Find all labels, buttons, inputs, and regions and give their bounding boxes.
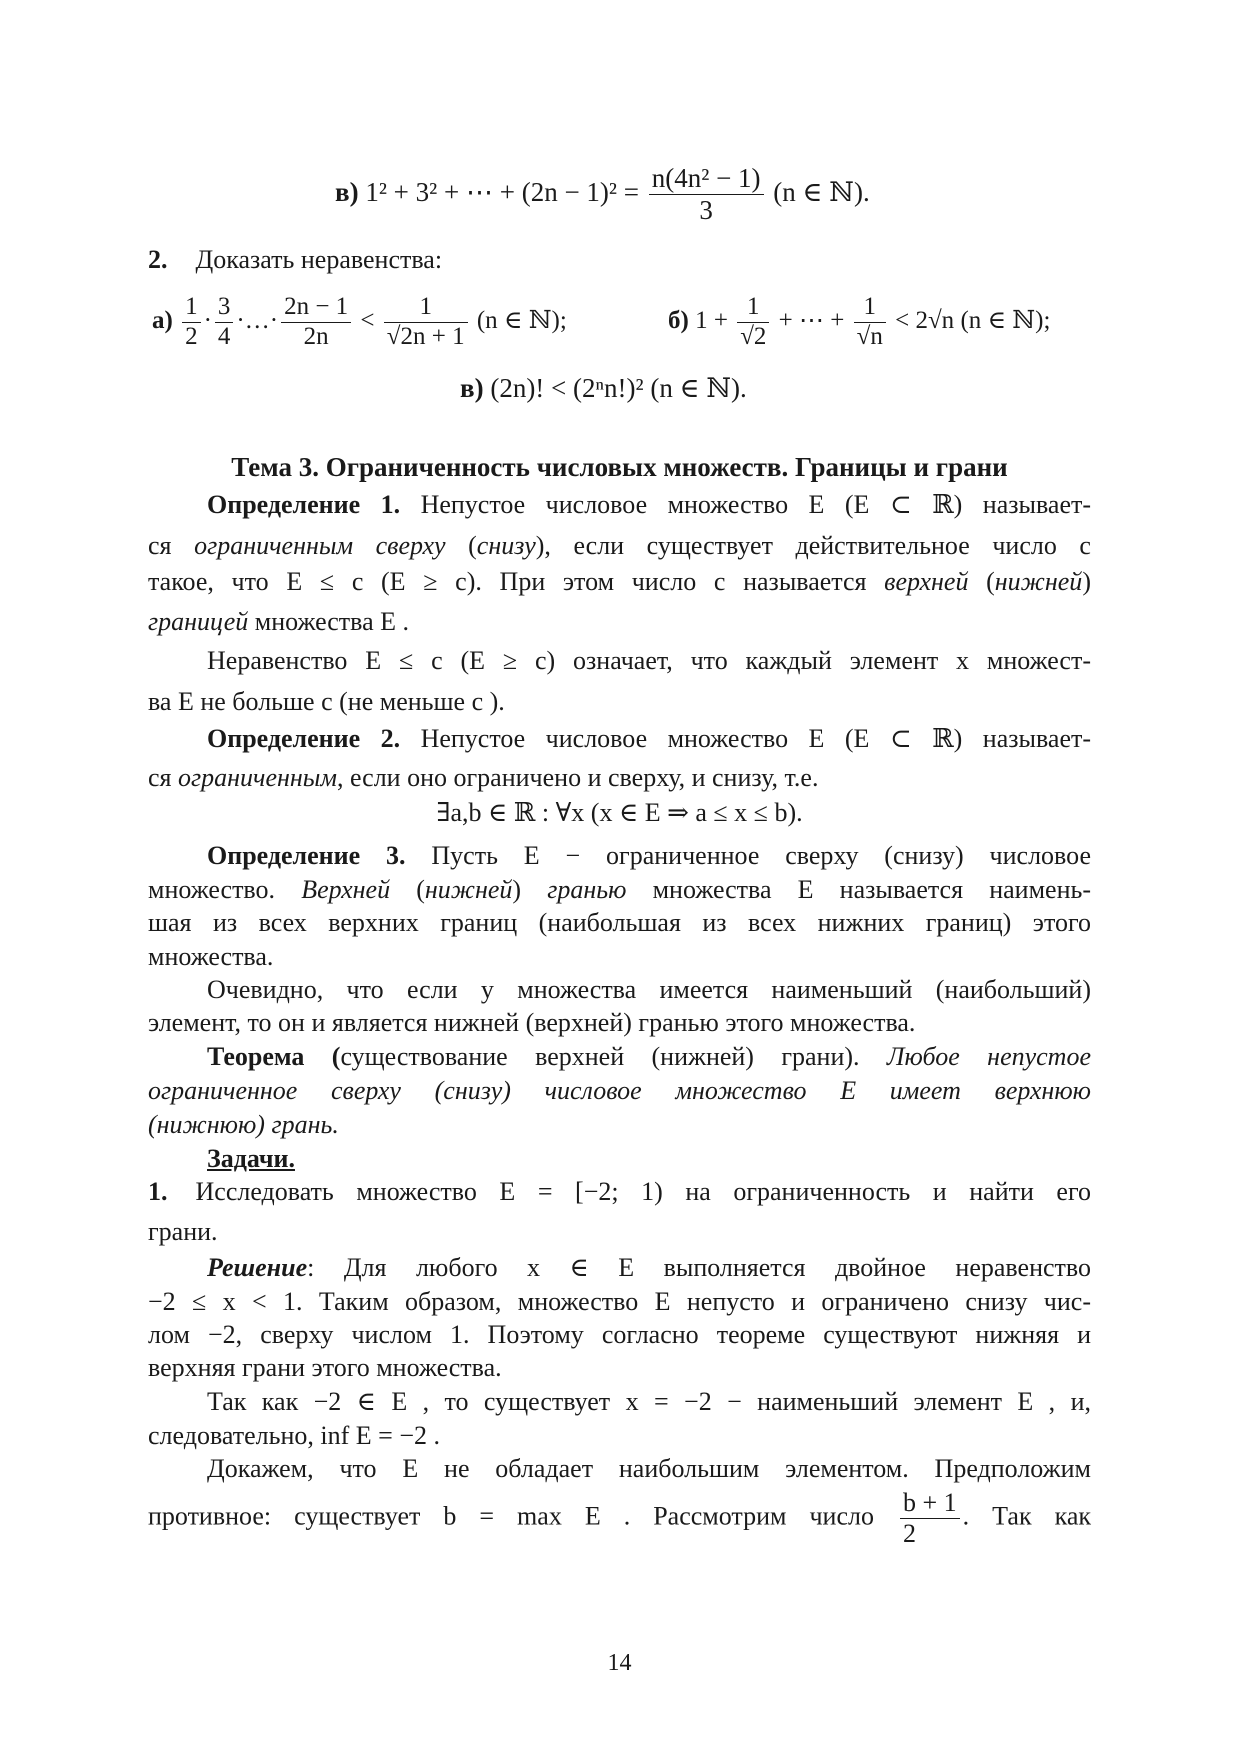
theorem-line2: ограниченное сверху (снизу) числовое множество E имеет верхнюю <box>148 1076 1091 1105</box>
inequality-condition: (n ∈ ℕ); <box>476 306 567 334</box>
fraction-numerator: n(4n² − 1) <box>649 163 764 195</box>
text-run: такое, что E ≤ c (E ≥ c). При этом число c называется <box>148 567 885 596</box>
fraction-numerator: 3 <box>215 293 234 323</box>
fraction-numerator: 2n − 1 <box>281 293 351 323</box>
obvious-line2: элемент, то он и является нижней (верхней) гранью этого множества. <box>148 1008 916 1037</box>
inequality-rhs: < 2√n <box>895 306 955 334</box>
text-run: ся <box>148 763 178 792</box>
def2-line2 <box>148 761 818 795</box>
formula-condition: (n ∈ ℕ). <box>773 176 870 207</box>
term-italic: нижней <box>424 875 513 904</box>
fraction-denominator: √2n + 1 <box>386 322 465 350</box>
solution-label: Решение <box>207 1253 308 1282</box>
ineq-line2: ва E не больше c (не меньше c ). <box>148 687 505 716</box>
fraction-numerator: 1 <box>854 293 886 323</box>
text-run: Пусть E − ограниченное сверху (снизу) числовое <box>431 841 1092 870</box>
solution-line2: −2 ≤ x < 1. Таким образом, множество E непусто и ограничено снизу чис- <box>148 1287 1091 1316</box>
text-run: ся <box>148 531 195 560</box>
task-number: 1. <box>148 1177 168 1206</box>
item-label: в) <box>460 373 484 403</box>
def3-line4: множества. <box>148 942 274 971</box>
inequality-formula: (2n)! < (2ⁿn!)² <box>490 373 644 403</box>
definition-heading: Определение 2. <box>207 724 401 753</box>
fraction-numerator: b + 1 <box>900 1488 960 1519</box>
fraction-numerator: 1 <box>384 293 468 323</box>
text-run: : Для любого x ∈ E выполняется двойное неравенство <box>307 1253 1091 1282</box>
text-run: множества E называется наимень- <box>626 875 1091 904</box>
solution-line1 <box>148 1251 1091 1285</box>
formula-fraction <box>649 163 764 226</box>
fraction-denominator: 2 <box>185 322 198 350</box>
formula-lhs: 1² + 3² + ⋯ + (2n − 1)² = <box>365 176 639 207</box>
inequality-v <box>460 372 747 406</box>
inequality-condition: (n ∈ ℕ). <box>650 373 747 403</box>
solution-line5: Так как −2 ∈ E , то существует x = −2 − наименьший элемент E , и, <box>207 1387 1091 1416</box>
def3-line1 <box>148 839 1091 873</box>
text-run: ) <box>512 875 548 904</box>
sum-start: 1 + <box>695 306 728 334</box>
solution-line7: Докажем, что E не обладает наибольшим элементом. Предположим <box>207 1454 1091 1483</box>
page-number: 14 <box>607 1650 632 1676</box>
theorem-line3: (нижнюю) грань. <box>148 1110 339 1139</box>
def1-line4 <box>148 605 409 639</box>
term-italic: Верхней <box>301 875 391 904</box>
sum-ellipsis: + ⋯ + <box>778 306 845 334</box>
text-run: ) <box>1082 567 1091 596</box>
text-run: , если оно ограничено и сверху, и снизу, т.е. <box>336 763 819 792</box>
text-run: существование верхней (нижней) грани). <box>340 1042 860 1071</box>
theorem-heading: Теорема ( <box>207 1042 341 1071</box>
fraction-denominator: 2 <box>903 1518 916 1548</box>
term-italic: границей <box>148 607 249 636</box>
text-run: Непустое числовое множество E (E ⊂ ℝ) называет- <box>420 490 1092 519</box>
text-run: множества E . <box>248 607 410 636</box>
definition-heading: Определение 1. <box>207 490 401 519</box>
def3-line2 <box>148 873 1091 907</box>
formula-1v <box>335 163 870 226</box>
term-italic: верхней <box>884 567 969 596</box>
term-italic: нижней <box>994 567 1083 596</box>
solution-line8 <box>148 1488 1091 1549</box>
def1-line2 <box>148 529 1091 563</box>
task1-line1 <box>148 1175 1091 1209</box>
fraction-denominator: √2 <box>740 322 767 350</box>
definition-heading: Определение 3. <box>207 841 406 870</box>
term-italic: снизу <box>476 531 536 560</box>
fraction-denominator: √n <box>856 322 883 350</box>
task1-line2: грани. <box>148 1217 218 1246</box>
inequality-a <box>152 293 567 352</box>
text-run: Непустое числовое множество E (E ⊂ ℝ) называет- <box>420 724 1092 753</box>
theorem-line1 <box>148 1040 1091 1074</box>
inequality-condition: (n ∈ ℕ); <box>960 306 1051 334</box>
inequality-b <box>668 293 1050 352</box>
exercise-text: Доказать неравенства: <box>195 245 443 274</box>
term-italic: ограниченным <box>178 763 337 792</box>
fraction-numerator: 1 <box>182 293 201 323</box>
topic-title: Тема 3. Ограниченность числовых множеств. Границы и грани <box>231 452 1008 482</box>
fraction-denominator: 2n <box>303 322 329 350</box>
item-label: а) <box>152 306 173 334</box>
text-run: противное: существует b = max E . Рассмотрим число <box>148 1501 874 1531</box>
item-label: б) <box>668 306 689 334</box>
def2-formula: ∃a,b ∈ ℝ : ∀x (x ∈ E ⇒ a ≤ x ≤ b). <box>436 798 803 827</box>
item-label: в) <box>335 176 359 207</box>
term-italic: ограниченным сверху <box>194 531 446 560</box>
fraction-denominator: 3 <box>699 195 713 226</box>
obvious-line1: Очевидно, что если у множества имеется наименьший (наибольший) <box>207 975 1091 1004</box>
ineq-line1: Неравенство E ≤ c (E ≥ c) означает, что каждый элемент x множест- <box>207 646 1091 675</box>
solution-line6: следовательно, inf E = −2 . <box>148 1421 440 1450</box>
solution-line3: лом −2, сверху числом 1. Поэтому согласно теореме существуют нижняя и <box>148 1320 1091 1349</box>
text-run: ( <box>968 567 995 596</box>
less-than-sign: < <box>360 306 375 334</box>
text-run: множество. <box>148 875 302 904</box>
fraction-numerator: 1 <box>737 293 769 323</box>
exercise-2-heading <box>148 243 442 277</box>
product-dot: · <box>203 306 212 334</box>
def3-line3: шая из всех верхних границ (наибольшая из всех нижних границ) этого <box>148 908 1091 937</box>
fraction-denominator: 4 <box>217 322 231 350</box>
def1-line3 <box>148 565 1091 599</box>
text-run: ), если существует действительное число c <box>535 531 1091 560</box>
tasks-heading: Задачи. <box>207 1144 295 1173</box>
solution-line4: верхняя грани этого множества. <box>148 1353 502 1382</box>
def1-line1 <box>148 488 1091 522</box>
text-run: ( <box>445 531 477 560</box>
term-italic: гранью <box>547 875 627 904</box>
def2-line1 <box>148 722 1091 756</box>
text-run: ( <box>390 875 425 904</box>
theorem-statement: Любое непустое <box>886 1042 1092 1071</box>
exercise-number: 2. <box>148 245 168 274</box>
text-run: Исследовать множество E = [−2; 1) на ограниченность и найти его <box>195 1177 1091 1206</box>
text-run: . Так как <box>962 1501 1091 1531</box>
ellipsis: ·…· <box>236 306 279 334</box>
fraction <box>900 1488 960 1549</box>
